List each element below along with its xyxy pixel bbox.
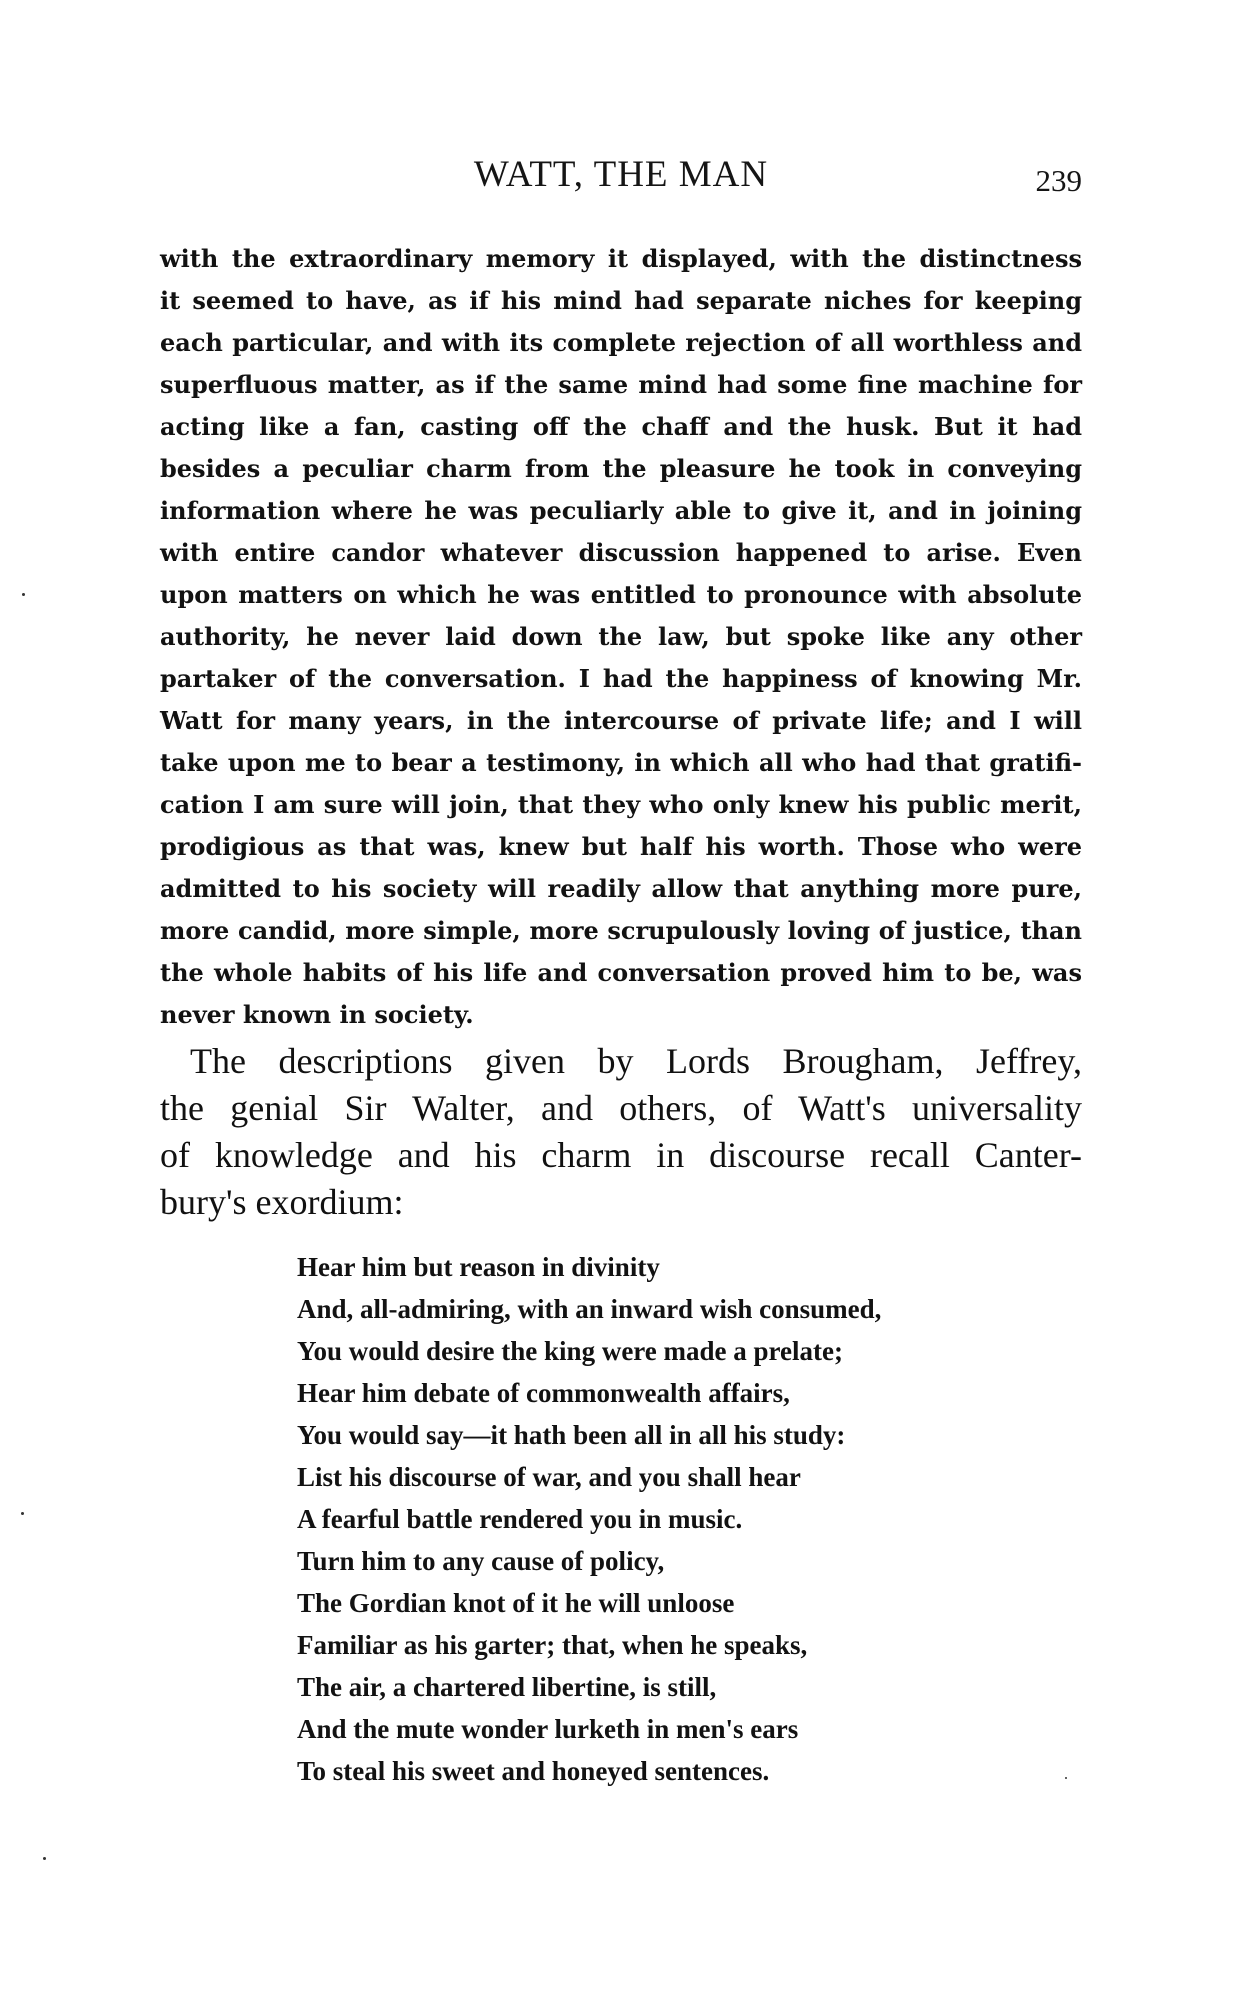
paragraph-line: of knowledge and his charm in discourse recall Canter-: [160, 1135, 1082, 1175]
quotation-line: each particular, and with its complete rejection of all worthless and: [160, 328, 1082, 357]
quotation-line: prodigious as that was, knew but half his worth. Those who were: [160, 832, 1082, 861]
verse-line: List his discourse of war, and you shall hear: [297, 1462, 801, 1492]
verse-line: And the mute wonder lurketh in men's ears: [297, 1714, 799, 1744]
quotation-line: upon matters on which he was entitled to pronounce with absolute: [160, 580, 1082, 609]
paragraph-line: bury's exordium:: [160, 1182, 404, 1222]
quotation-line: it seemed to have, as if his mind had separate niches for keeping: [160, 286, 1082, 315]
running-title: WATT, THE MAN: [473, 154, 769, 195]
page-number: 239: [1035, 163, 1082, 198]
verse-line: A fearful battle rendered you in music.: [297, 1504, 743, 1534]
paragraph-line: The descriptions given by Lords Brougham, Jeffrey,: [190, 1041, 1082, 1081]
quotation-line: the whole habits of his life and conversation proved him to be, was: [160, 958, 1082, 987]
quotation-line: besides a peculiar charm from the pleasure he took in conveying: [160, 454, 1082, 483]
quotation-line: take upon me to bear a testimony, in which all who had that gratifi-: [160, 748, 1082, 777]
verse-line: To steal his sweet and honeyed sentences.: [297, 1756, 770, 1786]
quotation-line: with the extraordinary memory it displayed, with the distinctness: [160, 244, 1082, 273]
quotation-line: cation I am sure will join, that they who only knew his public merit,: [160, 790, 1082, 819]
verse-line: You would say—it hath been all in all his study:: [297, 1420, 846, 1450]
quotation-line: Watt for many years, in the intercourse of private life; and I will: [160, 706, 1082, 735]
verse-line: Hear him debate of commonwealth affairs,: [297, 1378, 790, 1408]
body-paragraph: [160, 1038, 1082, 1226]
quotation-line: partaker of the conversation. I had the happiness of knowing Mr.: [160, 664, 1082, 693]
scan-speck: [22, 593, 25, 596]
quotation-line: admitted to his society will readily allow that anything more pure,: [160, 874, 1082, 903]
scan-speck: [21, 1512, 24, 1515]
verse-line: And, all-admiring, with an inward wish consumed,: [297, 1294, 882, 1324]
verse-line: You would desire the king were made a prelate;: [297, 1336, 843, 1366]
verse-line: Familiar as his garter; that, when he speaks,: [297, 1630, 808, 1660]
paragraph-line: the genial Sir Walter, and others, of Watt's universality: [160, 1088, 1082, 1128]
quotation-line: acting like a fan, casting off the chaff and the husk. But it had: [160, 412, 1082, 441]
quotation-line: information where he was peculiarly able to give it, and in joining: [160, 496, 1082, 525]
verse-line: The Gordian knot of it he will unloose: [297, 1588, 735, 1618]
block-quotation: [160, 238, 1082, 1036]
verse-line: Turn him to any cause of policy,: [297, 1546, 665, 1576]
quotation-line: superfluous matter, as if the same mind had some fine machine for: [160, 370, 1082, 399]
quotation-line: never known in society.: [160, 1000, 474, 1029]
running-head: [160, 150, 1082, 200]
verse-line: The air, a chartered libertine, is still,: [297, 1672, 717, 1702]
scan-speck: [1065, 1777, 1067, 1779]
scan-speck: [43, 1857, 46, 1860]
quotation-line: more candid, more simple, more scrupulously loving of justice, than: [160, 916, 1082, 945]
verse-line: Hear him but reason in divinity: [297, 1252, 660, 1282]
quotation-line: with entire candor whatever discussion happened to arise. Even: [160, 538, 1082, 567]
quotation-line: authority, he never laid down the law, but spoke like any other: [160, 622, 1082, 651]
verse-quotation: [297, 1246, 997, 1792]
